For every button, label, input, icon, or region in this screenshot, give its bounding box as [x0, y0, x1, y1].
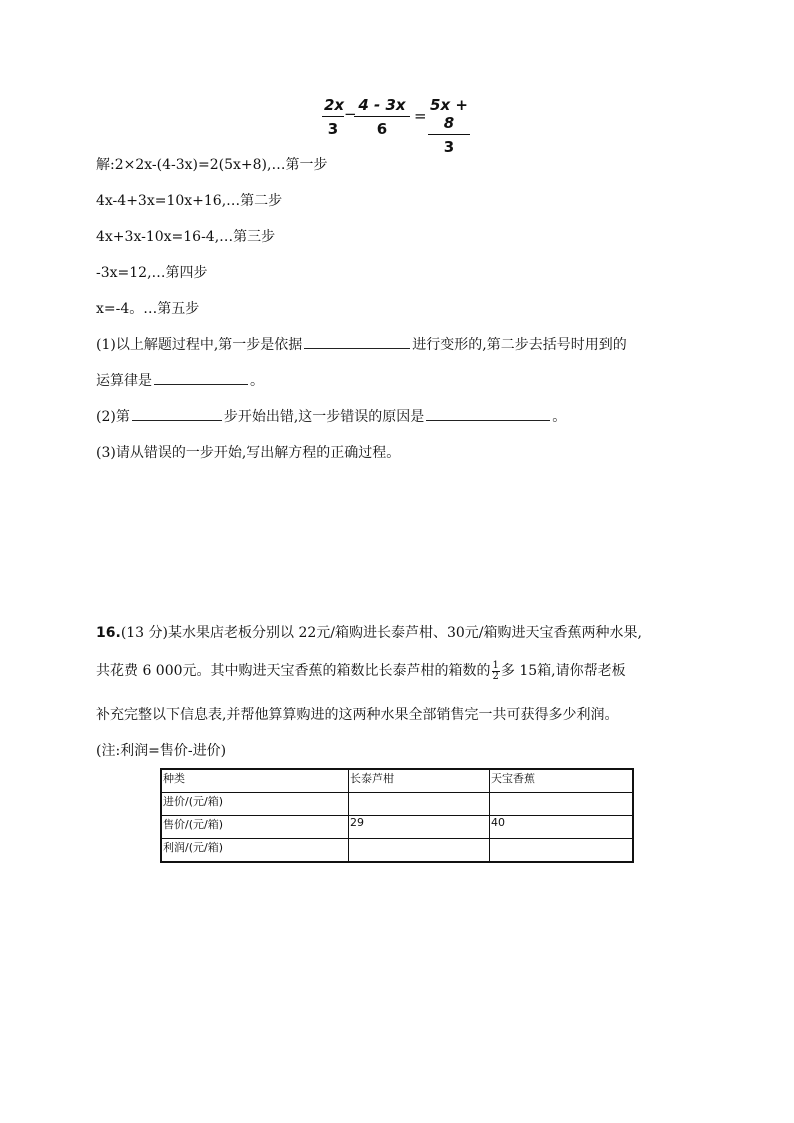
table-row-label: 进价/(元/箱): [161, 793, 349, 816]
table-row: [161, 793, 633, 816]
answer-blank-step[interactable]: [132, 406, 222, 421]
table-header-cell: 长泰芦柑: [349, 769, 490, 793]
fraction-5x-8-over-3: $\frac{5x + 8}{3}$: [428, 96, 470, 156]
table-cell: 29: [349, 816, 490, 839]
answer-blank-reason[interactable]: [426, 406, 550, 421]
question-2: (2)第 步开始出错,这一步错误的原因是 。: [96, 406, 566, 426]
solution-step-5: x=-4。…第五步: [96, 301, 200, 317]
table-cell[interactable]: [490, 793, 634, 816]
table-row-label: 利润/(元/箱): [161, 839, 349, 863]
minus-sign: −: [344, 105, 357, 123]
fraction-one-half: $\frac{1}{2}$: [492, 659, 499, 682]
table-cell: 40: [490, 816, 634, 839]
solution-step-1: 解:2×2x-(4-3x)=2(5x+8),…第一步: [96, 157, 328, 173]
table-cell[interactable]: [490, 839, 634, 863]
problem-16-line-2: 共花费 6 000元。其中购进天宝香蕉的箱数比长泰芦柑的箱数的 $\frac{1}{2}$ 多 15箱,请你帮老板: [96, 659, 626, 682]
problem-16-line-3: 补充完整以下信息表,并帮他算算购进的这两种水果全部销售完一共可获得多少利润。: [96, 707, 619, 723]
table-header-row: [161, 769, 633, 793]
question-1-line-2: 运算律是 。: [96, 370, 264, 390]
answer-blank-basis[interactable]: [304, 334, 410, 349]
table-row: [161, 839, 633, 863]
solution-step-4: -3x=12,…第四步: [96, 265, 208, 281]
problem-16-note: (注:利润=售价-进价): [96, 743, 227, 759]
table-row-label: 售价/(元/箱): [161, 816, 349, 839]
equals-sign: =: [414, 107, 427, 125]
fruit-info-table: [160, 768, 634, 863]
table-header-cell: 种类: [161, 769, 349, 793]
solution-step-3: 4x+3x-10x=16-4,…第三步: [96, 229, 276, 245]
table-row: [161, 816, 633, 839]
table-cell[interactable]: [349, 839, 490, 863]
fraction-2x-over-3: $\frac{2x}{3}$: [324, 96, 345, 138]
answer-blank-law[interactable]: [154, 370, 248, 385]
question-3: (3)请从错误的一步开始,写出解方程的正确过程。: [96, 445, 401, 461]
fraction-4-3x-over-6: $\frac{4 - 3x}{6}$: [354, 96, 410, 138]
solution-step-2: 4x-4+3x=10x+16,…第二步: [96, 193, 283, 209]
question-1-line-1: (1)以上解题过程中,第一步是依据 进行变形的,第二步去括号时用到的: [96, 334, 627, 354]
table-header-cell: 天宝香蕉: [490, 769, 634, 793]
problem-16-line-1: 16.(13 分)某水果店老板分别以 22元/箱购进长泰芦柑、30元/箱购进天宝香蕉两种水果,: [96, 625, 642, 641]
table-cell[interactable]: [349, 793, 490, 816]
